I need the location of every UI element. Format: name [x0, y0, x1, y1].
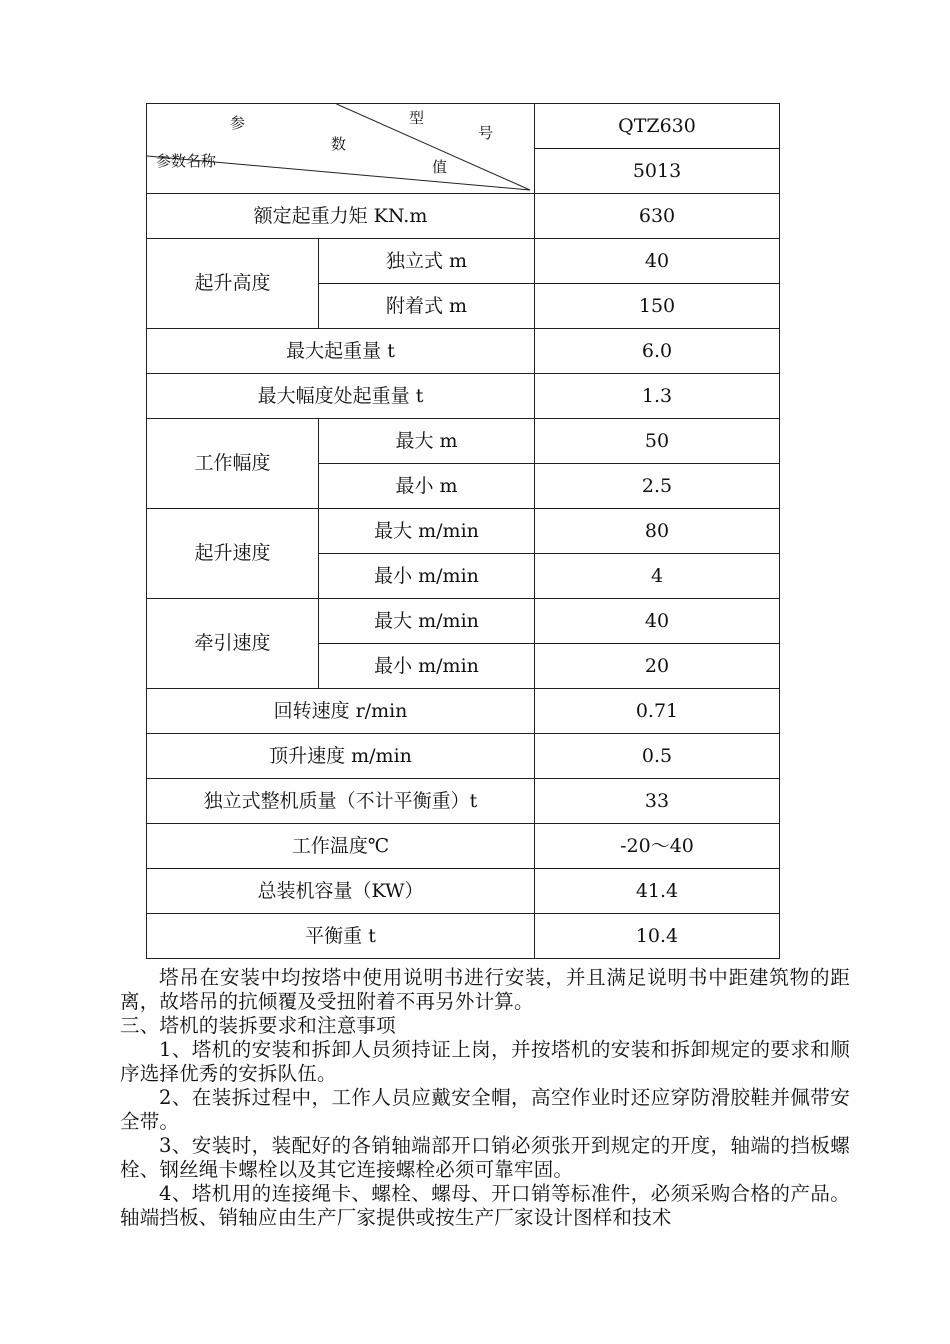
table-row — [147, 194, 780, 239]
sub-param-label-cell: 最大 m/min — [319, 599, 535, 644]
diag-label-shu: 数 — [331, 135, 347, 153]
group-label-cell: 牵引速度 — [147, 599, 319, 689]
spec-table-body — [147, 104, 780, 959]
table-row — [147, 509, 780, 554]
model-cell: QTZ630 — [535, 104, 780, 149]
param-value-cell: 150 — [535, 284, 780, 329]
body-paragraph: 2、在装拆过程中，工作人员应戴安全帽，高空作业时还应穿防滑胶鞋并佩带安全带。 — [120, 1086, 850, 1133]
diag-label-hao: 号 — [478, 124, 494, 142]
param-value-cell: 0.71 — [535, 689, 780, 734]
param-label-cell: 总装机容量（KW） — [147, 869, 535, 914]
sub-param-label-cell: 独立式 m — [319, 239, 535, 284]
sub-param-label-cell: 最小 m/min — [319, 644, 535, 689]
param-value-cell: 2.5 — [535, 464, 780, 509]
sub-param-label-cell: 最小 m/min — [319, 554, 535, 599]
param-value-cell: 1.3 — [535, 374, 780, 419]
param-value-cell: 80 — [535, 509, 780, 554]
param-value-cell: 630 — [535, 194, 780, 239]
table-row — [147, 779, 780, 824]
body-paragraph: 1、塔机的安装和拆卸人员须持证上岗，并按塔机的安装和拆卸规定的要求和顺序选择优秀的安拆队伍。 — [120, 1038, 850, 1085]
body-paragraph: 塔吊在安装中均按塔中使用说明书进行安装，并且满足说明书中距建筑物的距离，故塔吊的抗倾覆及受扭附着不再另外计算。 — [120, 966, 850, 1013]
param-value-cell: 10.4 — [535, 914, 780, 959]
param-value-cell: 33 — [535, 779, 780, 824]
param-label-cell: 额定起重力矩 KN.m — [147, 194, 535, 239]
param-label-cell: 平衡重 t — [147, 914, 535, 959]
param-value-cell: 40 — [535, 239, 780, 284]
param-value-cell: 4 — [535, 554, 780, 599]
section-heading: 三、塔机的装拆要求和注意事项 — [120, 1014, 396, 1037]
diagonal-header-cell — [147, 104, 535, 194]
param-value-cell: 6.0 — [535, 329, 780, 374]
table-row — [147, 734, 780, 779]
sub-param-label-cell: 最大 m/min — [319, 509, 535, 554]
table-row — [147, 869, 780, 914]
group-label-cell: 工作幅度 — [147, 419, 319, 509]
table-row — [147, 824, 780, 869]
diag-label-xing: 型 — [409, 109, 425, 127]
diag-label-param-name: 参数名称 — [156, 152, 217, 170]
table-row — [147, 689, 780, 734]
param-value-cell: -20～40 — [535, 824, 780, 869]
table-row — [147, 239, 780, 284]
table-row — [147, 329, 780, 374]
body-paragraph: 4、塔机用的连接绳卡、螺栓、螺母、开口销等标准件，必须采购合格的产品。轴端挡板、销轴应由生产厂家提供或按生产厂家设计图样和技术 — [120, 1182, 850, 1229]
sub-param-label-cell: 最小 m — [319, 464, 535, 509]
param-label-cell: 工作温度℃ — [147, 824, 535, 869]
param-value-cell: 40 — [535, 599, 780, 644]
body-text — [120, 966, 850, 1230]
param-value-cell: 0.5 — [535, 734, 780, 779]
param-value-cell: 50 — [535, 419, 780, 464]
param-label-cell: 最大起重量 t — [147, 329, 535, 374]
spec-table — [146, 103, 780, 959]
table-row — [147, 599, 780, 644]
param-label-cell: 回转速度 r/min — [147, 689, 535, 734]
group-label-cell: 起升高度 — [147, 239, 319, 329]
group-label-cell: 起升速度 — [147, 509, 319, 599]
table-row — [147, 374, 780, 419]
header-row-model — [147, 104, 780, 149]
param-label-cell: 独立式整机质量（不计平衡重）t — [147, 779, 535, 824]
diag-label-can: 参 — [230, 114, 246, 132]
table-row — [147, 419, 780, 464]
model-no-cell: 5013 — [535, 149, 780, 194]
param-value-cell: 41.4 — [535, 869, 780, 914]
param-label-cell: 最大幅度处起重量 t — [147, 374, 535, 419]
diag-label-zhi: 值 — [432, 158, 448, 176]
param-value-cell: 20 — [535, 644, 780, 689]
table-row — [147, 914, 780, 959]
sub-param-label-cell: 最大 m — [319, 419, 535, 464]
body-paragraph: 3、安装时，装配好的各销轴端部开口销必须张开到规定的开度，轴端的挡板螺栓、钢丝绳卡螺栓以及其它连接螺栓必须可靠牢固。 — [120, 1134, 850, 1181]
param-label-cell: 顶升速度 m/min — [147, 734, 535, 779]
sub-param-label-cell: 附着式 m — [319, 284, 535, 329]
